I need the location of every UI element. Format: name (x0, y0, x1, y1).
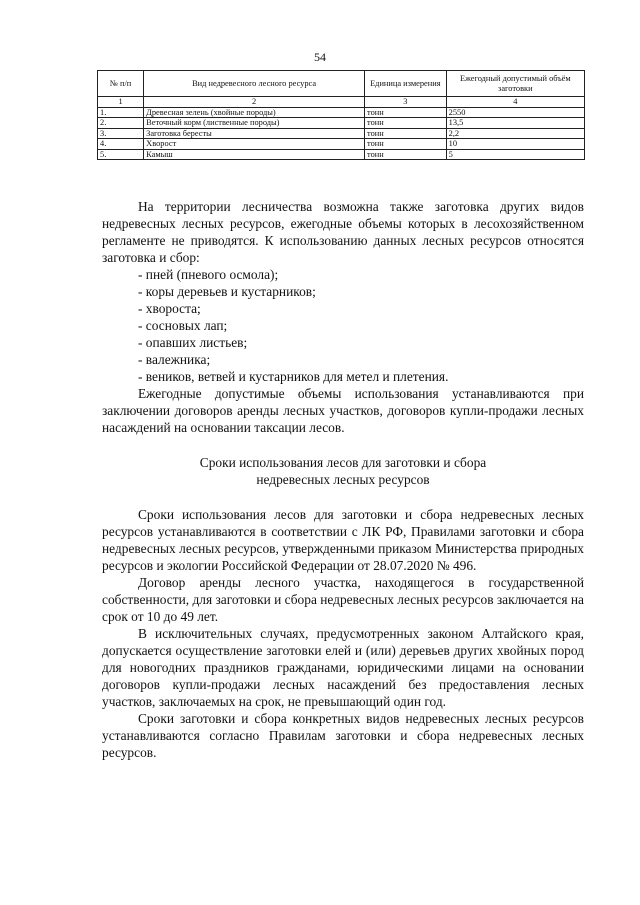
row-unit: тонн (365, 107, 447, 118)
header-annual-volume: Ежегодный допустимый объём заготовки (446, 71, 584, 97)
row-number: 4. (98, 139, 144, 150)
header-unit: Единица измерения (365, 71, 447, 97)
list-item: - сосновых лап; (138, 318, 228, 333)
column-number: 3 (365, 97, 447, 108)
table-row (98, 128, 585, 139)
list-item: - валежника; (138, 352, 211, 367)
paragraph-exceptional-cases: В исключительных случаях, предусмотренных законом Алтайского края, допускается осуществление заготовки елей и (или) деревьев других хвойных пород для новогодних праздников гражданами, юридическими лицами на основании договоров купли-продажи лесных насаждений без предоставления лесных участков, заключаемых на срок, не превышающий один год. (102, 626, 584, 709)
row-unit: тонн (365, 139, 447, 150)
row-number: 2. (98, 118, 144, 129)
row-volume: 13,5 (446, 118, 584, 129)
list-item: - опавших листьев; (138, 335, 248, 350)
section-heading: Сроки использования лесов для заготовки и сбора недревесных лесных ресурсов (199, 455, 487, 487)
table-header-row (98, 71, 585, 97)
row-unit: тонн (365, 118, 447, 129)
row-resource: Заготовка бересты (144, 128, 365, 139)
list-item: - веников, ветвей и кустарников для метел и плетения. (138, 369, 449, 384)
page-number: 54 (314, 50, 326, 64)
column-number: 2 (144, 97, 365, 108)
list-item: - хвороста; (138, 301, 201, 316)
row-resource: Хворост (144, 139, 365, 150)
column-number: 1 (98, 97, 144, 108)
paragraph-terms: Сроки использования лесов для заготовки и сбора недревесных лесных ресурсов устанавливаются в соответствии с ЛК РФ, Правилами заготовки и сбора недревесных лесных ресурсов, утвержденными приказом Министерства природных ресурсов и экологии Российской Федерации от 28.07.2020 № 496. (102, 507, 584, 573)
row-number: 5. (98, 149, 144, 160)
table-row (98, 118, 585, 129)
table-column-numbers-row (98, 97, 585, 108)
column-number: 4 (446, 97, 584, 108)
list-item: - пней (пневого осмола); (138, 267, 279, 282)
list-item: - коры деревьев и кустарников; (138, 284, 316, 299)
row-resource: Древесная зелень (хвойные породы) (144, 107, 365, 118)
table-row (98, 149, 585, 160)
row-resource: Веточный корм (лиственные породы) (144, 118, 365, 129)
table-row (98, 107, 585, 118)
resources-table (97, 70, 585, 160)
header-number: № п/п (98, 71, 144, 97)
table-row (98, 139, 585, 150)
row-unit: тонн (365, 149, 447, 160)
body-text (102, 198, 584, 761)
paragraph-lease-term: Договор аренды лесного участка, находящегося в государственной собственности, для заготовки и сбора недревесных лесных ресурсов заключается на срок от 10 до 49 лет. (102, 575, 584, 624)
paragraph-other-resources: На территории лесничества возможна также заготовка других видов недревесных лесных ресурсов, ежегодные объемы которых в лесохозяйственном регламенте не приводятся. К использованию данных лесных ресурсов относятся заготовка и сбор: (102, 199, 584, 265)
row-volume: 2,2 (446, 128, 584, 139)
header-resource-type: Вид недревесного лесного ресурса (144, 71, 365, 97)
row-number: 3. (98, 128, 144, 139)
row-number: 1. (98, 107, 144, 118)
row-volume: 5 (446, 149, 584, 160)
row-resource: Камыш (144, 149, 365, 160)
row-unit: тонн (365, 128, 447, 139)
resource-list (102, 266, 584, 385)
row-volume: 2550 (446, 107, 584, 118)
paragraph-annual-volumes: Ежегодные допустимые объемы использования устанавливаются при заключении договоров аренды лесных участков, договоров купли-продажи лесных насаждений на основании таксации лесов. (102, 386, 584, 435)
paragraph-specific-terms: Сроки заготовки и сбора конкретных видов недревесных лесных ресурсов устанавливаются согласно Правилам заготовки и сбора недревесных лесных ресурсов. (102, 711, 584, 760)
row-volume: 10 (446, 139, 584, 150)
